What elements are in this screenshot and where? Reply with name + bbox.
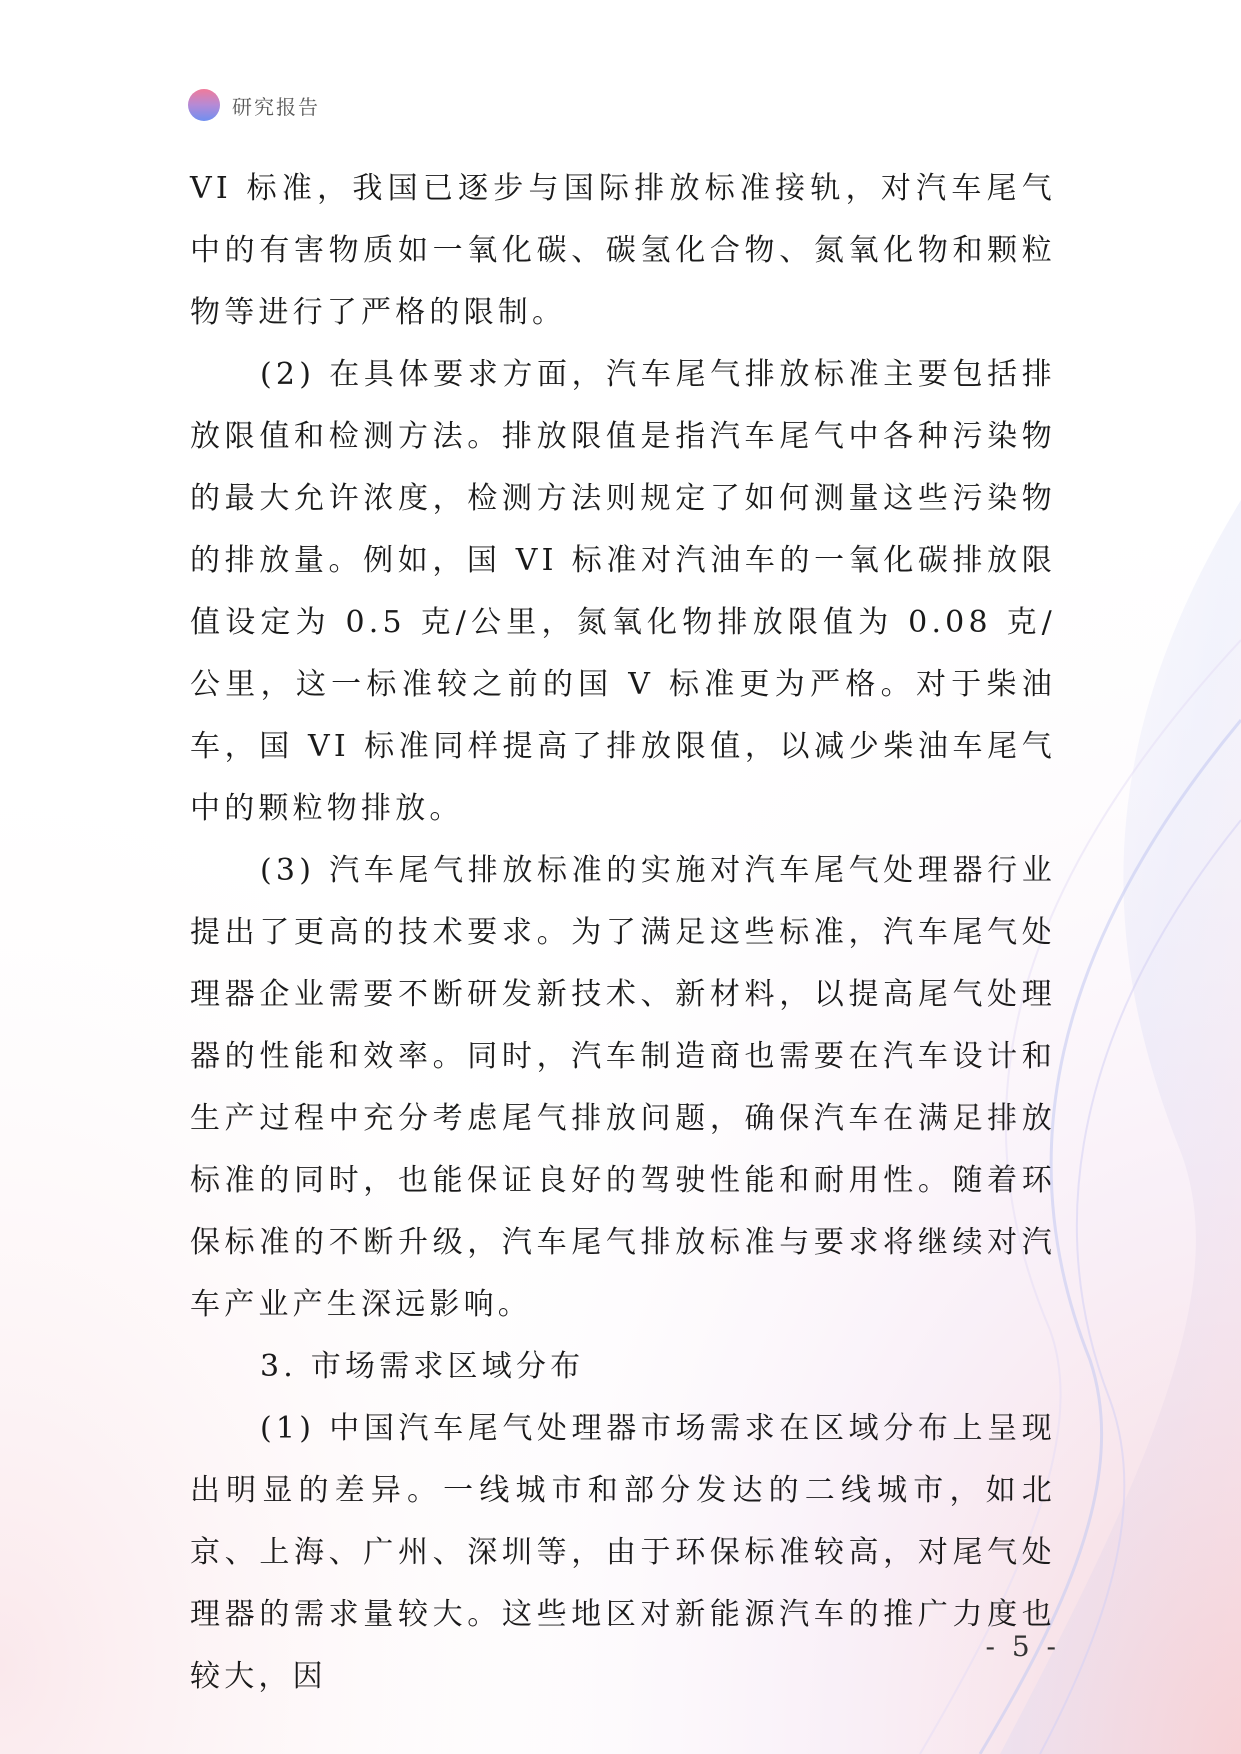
paragraph-item-3: (3) 汽车尾气排放标准的实施对汽车尾气处理器行业提出了更高的技术要求。为了满足这些标准，汽车尾气处理器企业需要不断研发新技术、新材料，以提高尾气处理器的性能和效率。同时，汽车制造商也需要在汽车设计和生产过程中充分考虑尾气排放问题，确保汽车在满足排放标准的同时，也能保证良好的驾驶性能和耐用性。随着环保标准的不断升级，汽车尾气排放标准与要求将继续对汽车产业产生深远影响。 (190, 853, 1056, 1322)
header-title: 研究报告 (232, 94, 320, 119)
section-heading: 3. 市场需求区域分布 (260, 1349, 585, 1384)
document-body (190, 158, 1056, 1708)
page-number: - 5 - (985, 1630, 1060, 1663)
logo-circle-icon (188, 89, 220, 121)
paragraph-section-item-1: (1) 中国汽车尾气处理器市场需求在区域分布上呈现出明显的差异。一线城市和部分发达的二线城市，如北京、上海、广州、深圳等，由于环保标准较高，对尾气处理器的需求量较大。这些地区对新能源汽车的推广力度也较大，因 (190, 1411, 1056, 1694)
paragraph-continued: VI 标准，我国已逐步与国际排放标准接轨，对汽车尾气中的有害物质如一氧化碳、碳氢化合物、氮氧化物和颗粒物等进行了严格的限制。 (190, 171, 1056, 330)
paragraph-item-2: (2) 在具体要求方面，汽车尾气排放标准主要包括排放限值和检测方法。排放限值是指汽车尾气中各种污染物的最大允许浓度，检测方法则规定了如何测量这些污染物的排放量。例如，国 VI 标准对汽油车的一氧化碳排放限值设定为 0.5 克/公里，氮氧化物排放限值为 0.08 克/公里，这一标准较之前的国 V 标准更为严格。对于柴油车，国 VI 标准同样提高了排放限值，以减少柴油车尾气中的颗粒物排放。 (190, 357, 1056, 826)
page-header (188, 88, 320, 122)
